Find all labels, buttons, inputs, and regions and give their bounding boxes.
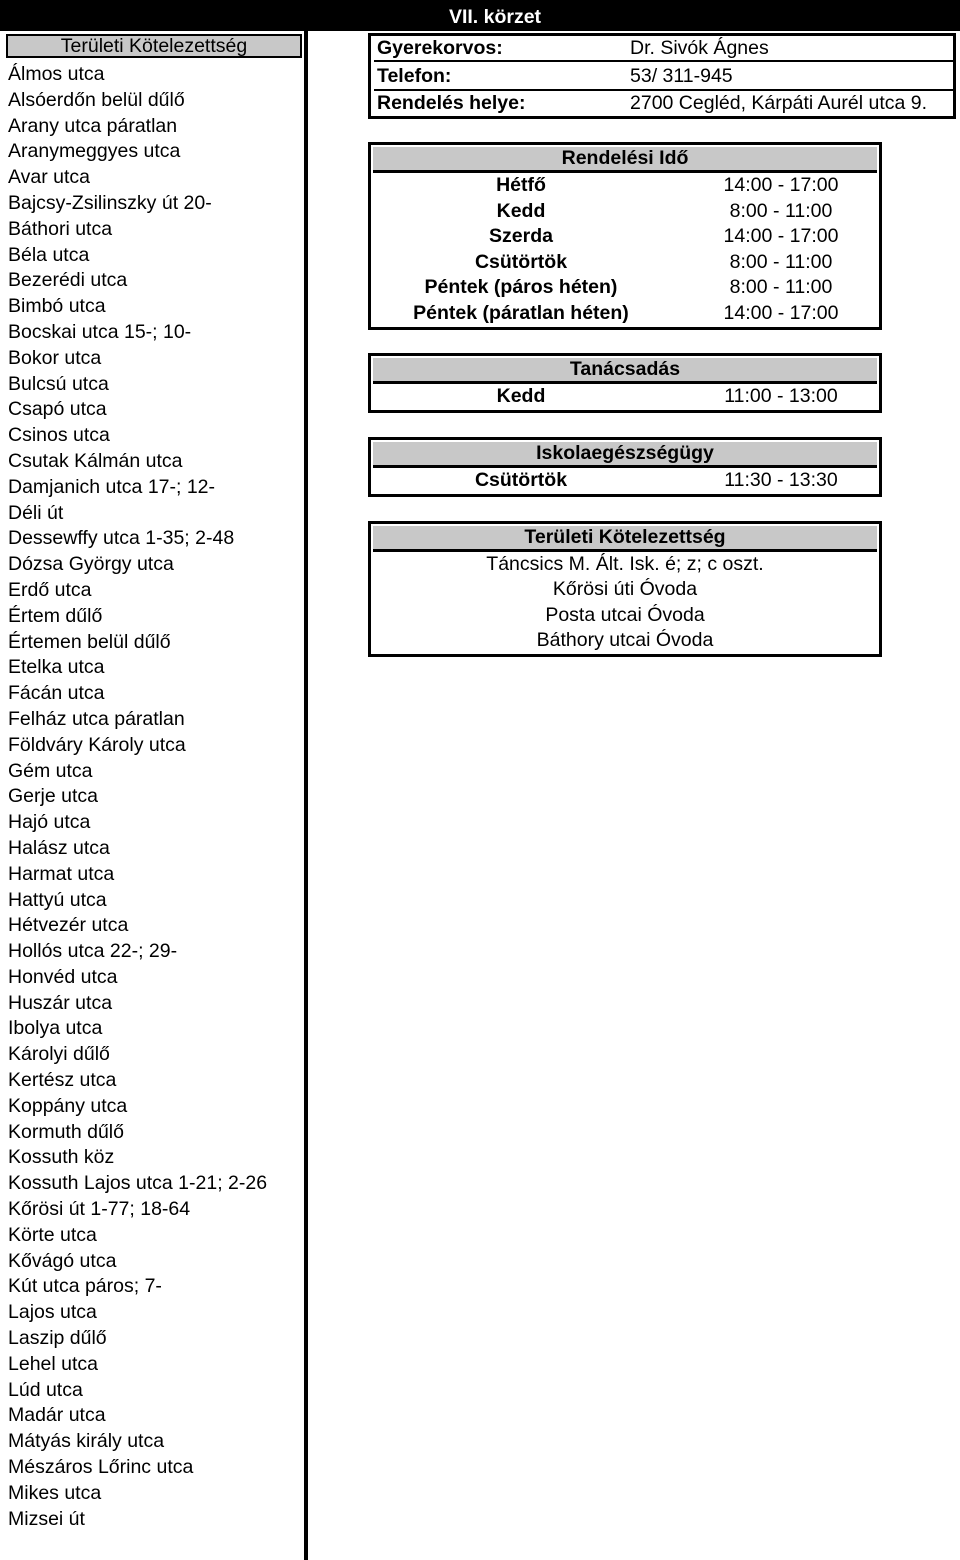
street-item: Csutak Kálmán utca — [8, 449, 183, 472]
schedule-row — [371, 384, 879, 410]
street-item: Hétvezér utca — [8, 914, 129, 937]
street-item: Bajcsy-Zsilinszky út 20- — [8, 191, 212, 214]
schedule-time: 14:00 - 17:00 — [723, 301, 839, 324]
page-title: VII. körzet — [448, 6, 542, 28]
street-item: Csinos utca — [8, 424, 110, 447]
office-hours-header: Rendelési Idő — [373, 147, 877, 173]
street-item: Laszip dűlő — [8, 1327, 107, 1350]
street-item: Bimbó utca — [8, 295, 106, 318]
schedule-day: Csütörtök — [474, 250, 568, 273]
street-item: Avar utca — [8, 166, 91, 189]
schedule-time: 8:00 - 11:00 — [729, 199, 833, 222]
street-item: Hattyú utca — [8, 888, 107, 911]
doctor-info-box — [368, 33, 956, 119]
street-item: Mészáros Lőrinc utca — [8, 1456, 194, 1479]
street-item: Aranymeggyes utca — [8, 140, 181, 163]
doctor-label: Gyerekorvos: — [377, 37, 503, 59]
street-column — [0, 31, 308, 1560]
street-item: Ibolya utca — [8, 1017, 103, 1040]
street-item: Koppány utca — [8, 1094, 128, 1117]
street-item: Alsóerdőn belül dűlő — [8, 88, 185, 111]
street-item: Felház utca páratlan — [8, 707, 185, 730]
street-item: Madár utca — [8, 1404, 106, 1427]
street-item: Hollós utca 22-; 29- — [8, 940, 178, 963]
schedule-day: Hétfő — [496, 174, 546, 196]
place-label: Rendelés helye: — [377, 92, 526, 114]
street-item: Damjanich utca 17-; 12- — [8, 475, 216, 498]
schedule-row — [371, 224, 879, 250]
schedule-day: Péntek (páros héten) — [424, 276, 618, 299]
street-item: Bokor utca — [8, 346, 102, 369]
street-item: Harmat utca — [8, 862, 115, 885]
territorial-item: Posta utcai Óvoda — [545, 603, 705, 626]
counseling-box — [368, 353, 882, 413]
street-item: Kővágó utca — [8, 1249, 117, 1272]
street-item: Kút utca páros; 7- — [8, 1275, 162, 1298]
street-item: Huszár utca — [8, 991, 113, 1014]
street-item: Mizsei út — [8, 1507, 85, 1530]
street-column-header: Területi Kötelezettség — [6, 34, 302, 58]
counseling-header: Tanácsadás — [373, 358, 877, 384]
street-item: Halász utca — [8, 836, 110, 859]
street-item: Gém utca — [8, 759, 93, 782]
place-value: 2700 Cegléd, Kárpáti Aurél utca 9. — [630, 92, 928, 114]
street-list — [8, 62, 267, 1532]
street-item: Dózsa György utca — [8, 553, 174, 576]
school-health-rows — [371, 468, 879, 494]
schedule-time: 11:00 - 13:00 — [724, 385, 838, 407]
schedule-time: 8:00 - 11:00 — [729, 250, 833, 273]
street-item: Csapó utca — [8, 398, 107, 421]
territorial-item: Báthory utcai Óvoda — [536, 629, 714, 652]
schedule-day: Péntek (páratlan héten) — [413, 301, 629, 324]
street-item: Fácán utca — [8, 682, 105, 705]
schedule-day: Kedd — [496, 199, 546, 222]
schedule-row — [371, 301, 879, 327]
street-item: Báthori utca — [8, 217, 113, 240]
phone-row — [374, 64, 954, 88]
street-item: Lajos utca — [8, 1301, 97, 1324]
street-item: Béla utca — [8, 243, 90, 266]
street-item: Kertész utca — [8, 1069, 117, 1092]
street-item: Mátyás király utca — [8, 1430, 165, 1453]
street-item: Bulcsú utca — [8, 372, 109, 395]
street-item: Bocskai utca 15-; 10- — [8, 320, 192, 343]
counseling-rows — [371, 384, 879, 410]
place-row — [374, 89, 954, 115]
street-item: Bezerédi utca — [8, 269, 128, 292]
phone-label: Telefon: — [377, 65, 452, 87]
school-health-header: Iskolaegészségügy — [373, 442, 877, 468]
schedule-row — [371, 468, 879, 494]
street-item: Álmos utca — [8, 63, 105, 85]
street-item: Körte utca — [8, 1223, 97, 1246]
schedule-time: 11:30 - 13:30 — [724, 469, 838, 491]
schedule-row — [371, 199, 879, 225]
school-health-box — [368, 437, 882, 497]
street-item: Lehel utca — [8, 1352, 98, 1375]
schedule-time: 14:00 - 17:00 — [723, 225, 839, 248]
street-item: Kőrösi út 1-77; 18-64 — [8, 1198, 191, 1221]
schedule-row — [371, 275, 879, 301]
territorial-rows — [371, 552, 879, 654]
street-item: Lúd utca — [8, 1378, 83, 1401]
office-hours-rows — [371, 173, 879, 327]
street-item: Értemen belül dűlő — [8, 630, 171, 653]
schedule-row — [371, 173, 879, 199]
office-hours-box — [368, 142, 882, 330]
street-item: Károlyi dűlő — [8, 1043, 110, 1066]
schedule-row — [371, 250, 879, 276]
phone-value: 53/ 311-945 — [630, 65, 733, 87]
schedule-time: 8:00 - 11:00 — [729, 276, 833, 299]
schedule-day: Csütörtök — [474, 469, 568, 491]
territorial-item: Táncsics M. Ált. Isk. é; z; c oszt. — [486, 553, 764, 575]
schedule-time: 14:00 - 17:00 — [723, 174, 839, 196]
street-item: Földváry Károly utca — [8, 733, 186, 756]
street-item: Kossuth köz — [8, 1146, 115, 1169]
street-item: Hajó utca — [8, 811, 91, 834]
territorial-box — [368, 521, 882, 657]
doctor-value: Dr. Sivók Ágnes — [630, 37, 769, 59]
schedule-day: Kedd — [496, 385, 546, 407]
territorial-header: Területi Kötelezettség — [373, 526, 877, 552]
street-item: Gerje utca — [8, 785, 98, 808]
street-item: Kormuth dűlő — [8, 1120, 124, 1143]
street-item: Dessewffy utca 1-35; 2-48 — [8, 527, 235, 550]
street-item: Arany utca páratlan — [8, 114, 178, 137]
title-bar — [0, 0, 960, 31]
doctor-row — [374, 36, 954, 62]
schedule-day: Szerda — [489, 225, 553, 248]
street-item: Értem dűlő — [8, 604, 103, 627]
street-item: Etelka utca — [8, 656, 105, 679]
street-item: Kossuth Lajos utca 1-21; 2-26 — [8, 1172, 268, 1195]
territorial-item: Kőrösi úti Óvoda — [552, 578, 698, 601]
street-item: Déli út — [8, 501, 64, 524]
street-item: Erdő utca — [8, 578, 92, 601]
street-item: Mikes utca — [8, 1481, 102, 1504]
street-item: Honvéd utca — [8, 965, 118, 988]
